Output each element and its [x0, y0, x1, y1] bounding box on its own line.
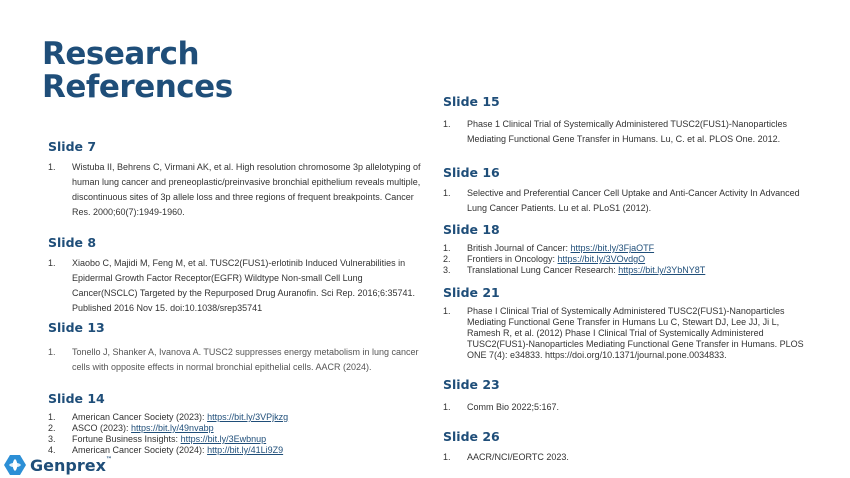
reference-link[interactable]: http://bit.ly/41Li9Z9	[207, 445, 284, 455]
reference-link[interactable]: https://bit.ly/3VPjkzg	[207, 412, 289, 422]
item-number: 3.	[443, 265, 451, 275]
section-heading: Slide 23	[443, 377, 500, 392]
reference-text: Wistuba II, Behrens C, Virmani AK, et al. High resolution chromosome 3p allelotyping of human lung cancer and preneoplastic/preinvasive bronchial epithelium reveals multiple, discontinuous sites of 3p allele loss and three regions of frequent breakpoints. Cancer Res. 2000;60(7):1949-1960.	[72, 162, 421, 217]
reference-item	[443, 254, 813, 265]
brand-name	[30, 456, 112, 475]
reference-text: ASCO (2023):	[72, 423, 132, 433]
brand-name-text: Genprex	[30, 455, 106, 475]
reference-text: Translational Lung Cancer Research:	[467, 265, 619, 275]
reference-text: Selective and Preferential Cancer Cell Uptake and Anti-Cancer Activity In Advanced Lung Cancer Patients. Lu et al. PLoS1 (2012).	[467, 188, 800, 213]
reference-text: Fortune Business Insights:	[72, 434, 181, 444]
section-slide-21	[443, 285, 813, 361]
genprex-logo	[4, 455, 112, 475]
section-slide-18	[443, 222, 813, 276]
reference-link[interactable]: https://bit.ly/3Ewbnup	[180, 434, 267, 444]
reference-link[interactable]: https://bit.ly/3YbNY8T	[618, 265, 706, 275]
reference-text: Xiaobo C, Majidi M, Feng M, et al. TUSC2(FUS1)-erlotinib Induced Vulnerabilities in Epidermal Growth Factor Receptor(EGFR) Wildtype Non-small Cell Lung Cancer(NSCLC) Targeted by the Repurposed Drug Auranofin. Sci Rep. 2016;6:35741. Published 2016 Nov 15. doi:10.1038/srep35741	[72, 258, 416, 313]
reference-link[interactable]: https://bit.ly/3VOvdgO	[557, 254, 646, 264]
reference-text: AACR/NCI/EORTC 2023.	[467, 452, 569, 462]
section-slide-15	[443, 94, 813, 147]
item-number: 1.	[48, 347, 56, 357]
section-heading: Slide 26	[443, 429, 500, 444]
reference-link[interactable]: https://bit.ly/3FjaOTF	[570, 243, 655, 253]
section-slide-26	[443, 429, 813, 465]
item-number: 1.	[443, 188, 451, 198]
section-heading: Slide 13	[48, 320, 105, 335]
reference-item	[48, 345, 428, 375]
item-number: 1.	[443, 119, 451, 129]
section-slide-13	[48, 320, 428, 375]
section-slide-16	[443, 165, 813, 216]
title-line-2: References	[42, 69, 233, 105]
reference-item	[48, 434, 428, 445]
section-slide-8	[48, 235, 428, 316]
reference-text: Tonello J, Shanker A, Ivanova A. TUSC2 suppresses energy metabolism in lung cancer cells with opposite effects in normal bronchial epithelial cells. AACR (2024).	[72, 347, 419, 372]
section-heading: Slide 7	[48, 139, 97, 154]
section-slide-7	[48, 139, 428, 220]
section-heading: Slide 8	[48, 235, 97, 250]
section-slide-14	[48, 391, 428, 456]
trademark-symbol: ™	[105, 455, 112, 463]
item-number: 2.	[443, 254, 451, 264]
item-number: 2.	[48, 423, 56, 433]
item-number: 1.	[48, 258, 56, 268]
section-slide-23	[443, 377, 813, 415]
reference-text: Phase I Clinical Trial of Systemically Administered TUSC2(FUS1)-Nanoparticles Mediating Functional Gene Transfer in Humans Lu C, Stewart DJ, Lee JJ, Ji L, Ramesh R, et al. (2012) Phase I Clinical Trial of Systemically Administered TUSC2(FUS1)-Nanoparticles Mediating Functional Gene Transfer in Humans. PLOS ONE 7(4): e34833. https://doi.org/10.1371/journal.pone.0034833.	[467, 306, 804, 360]
section-heading: Slide 21	[443, 285, 500, 300]
page-title	[42, 38, 233, 104]
item-number: 1.	[443, 306, 451, 316]
reference-item	[48, 160, 428, 220]
item-number: 4.	[48, 445, 56, 455]
reference-item	[443, 400, 813, 415]
reference-text: British Journal of Cancer:	[467, 243, 571, 253]
section-heading: Slide 18	[443, 222, 500, 237]
reference-link[interactable]: https://bit.ly/49nvabp	[131, 423, 214, 433]
reference-text: American Cancer Society (2024):	[72, 445, 208, 455]
reference-item	[443, 450, 813, 465]
reference-item	[443, 117, 813, 147]
reference-item	[443, 243, 813, 254]
reference-item	[48, 256, 428, 316]
section-heading: Slide 16	[443, 165, 500, 180]
reference-item	[443, 265, 813, 276]
reference-item	[443, 306, 813, 361]
item-number: 3.	[48, 434, 56, 444]
genprex-logo-icon	[4, 455, 26, 475]
section-heading: Slide 15	[443, 94, 500, 109]
reference-item	[48, 412, 428, 423]
item-number: 1.	[443, 243, 451, 253]
item-number: 1.	[443, 452, 451, 462]
reference-text: Phase 1 Clinical Trial of Systemically Administered TUSC2(FUS1)-Nanoparticles Mediating Functional Gene Transfer in Humans. Lu, C. et al. PLOS One. 2012.	[467, 119, 787, 144]
item-number: 1.	[48, 162, 56, 172]
reference-text: Frontiers in Oncology:	[467, 254, 558, 264]
reference-item	[443, 186, 813, 216]
item-number: 1.	[443, 402, 451, 412]
reference-text: Comm Bio 2022;5:167.	[467, 402, 560, 412]
section-heading: Slide 14	[48, 391, 105, 406]
title-line-1: Research	[42, 36, 200, 72]
reference-text: American Cancer Society (2023):	[72, 412, 208, 422]
item-number: 1.	[48, 412, 56, 422]
reference-item	[48, 423, 428, 434]
